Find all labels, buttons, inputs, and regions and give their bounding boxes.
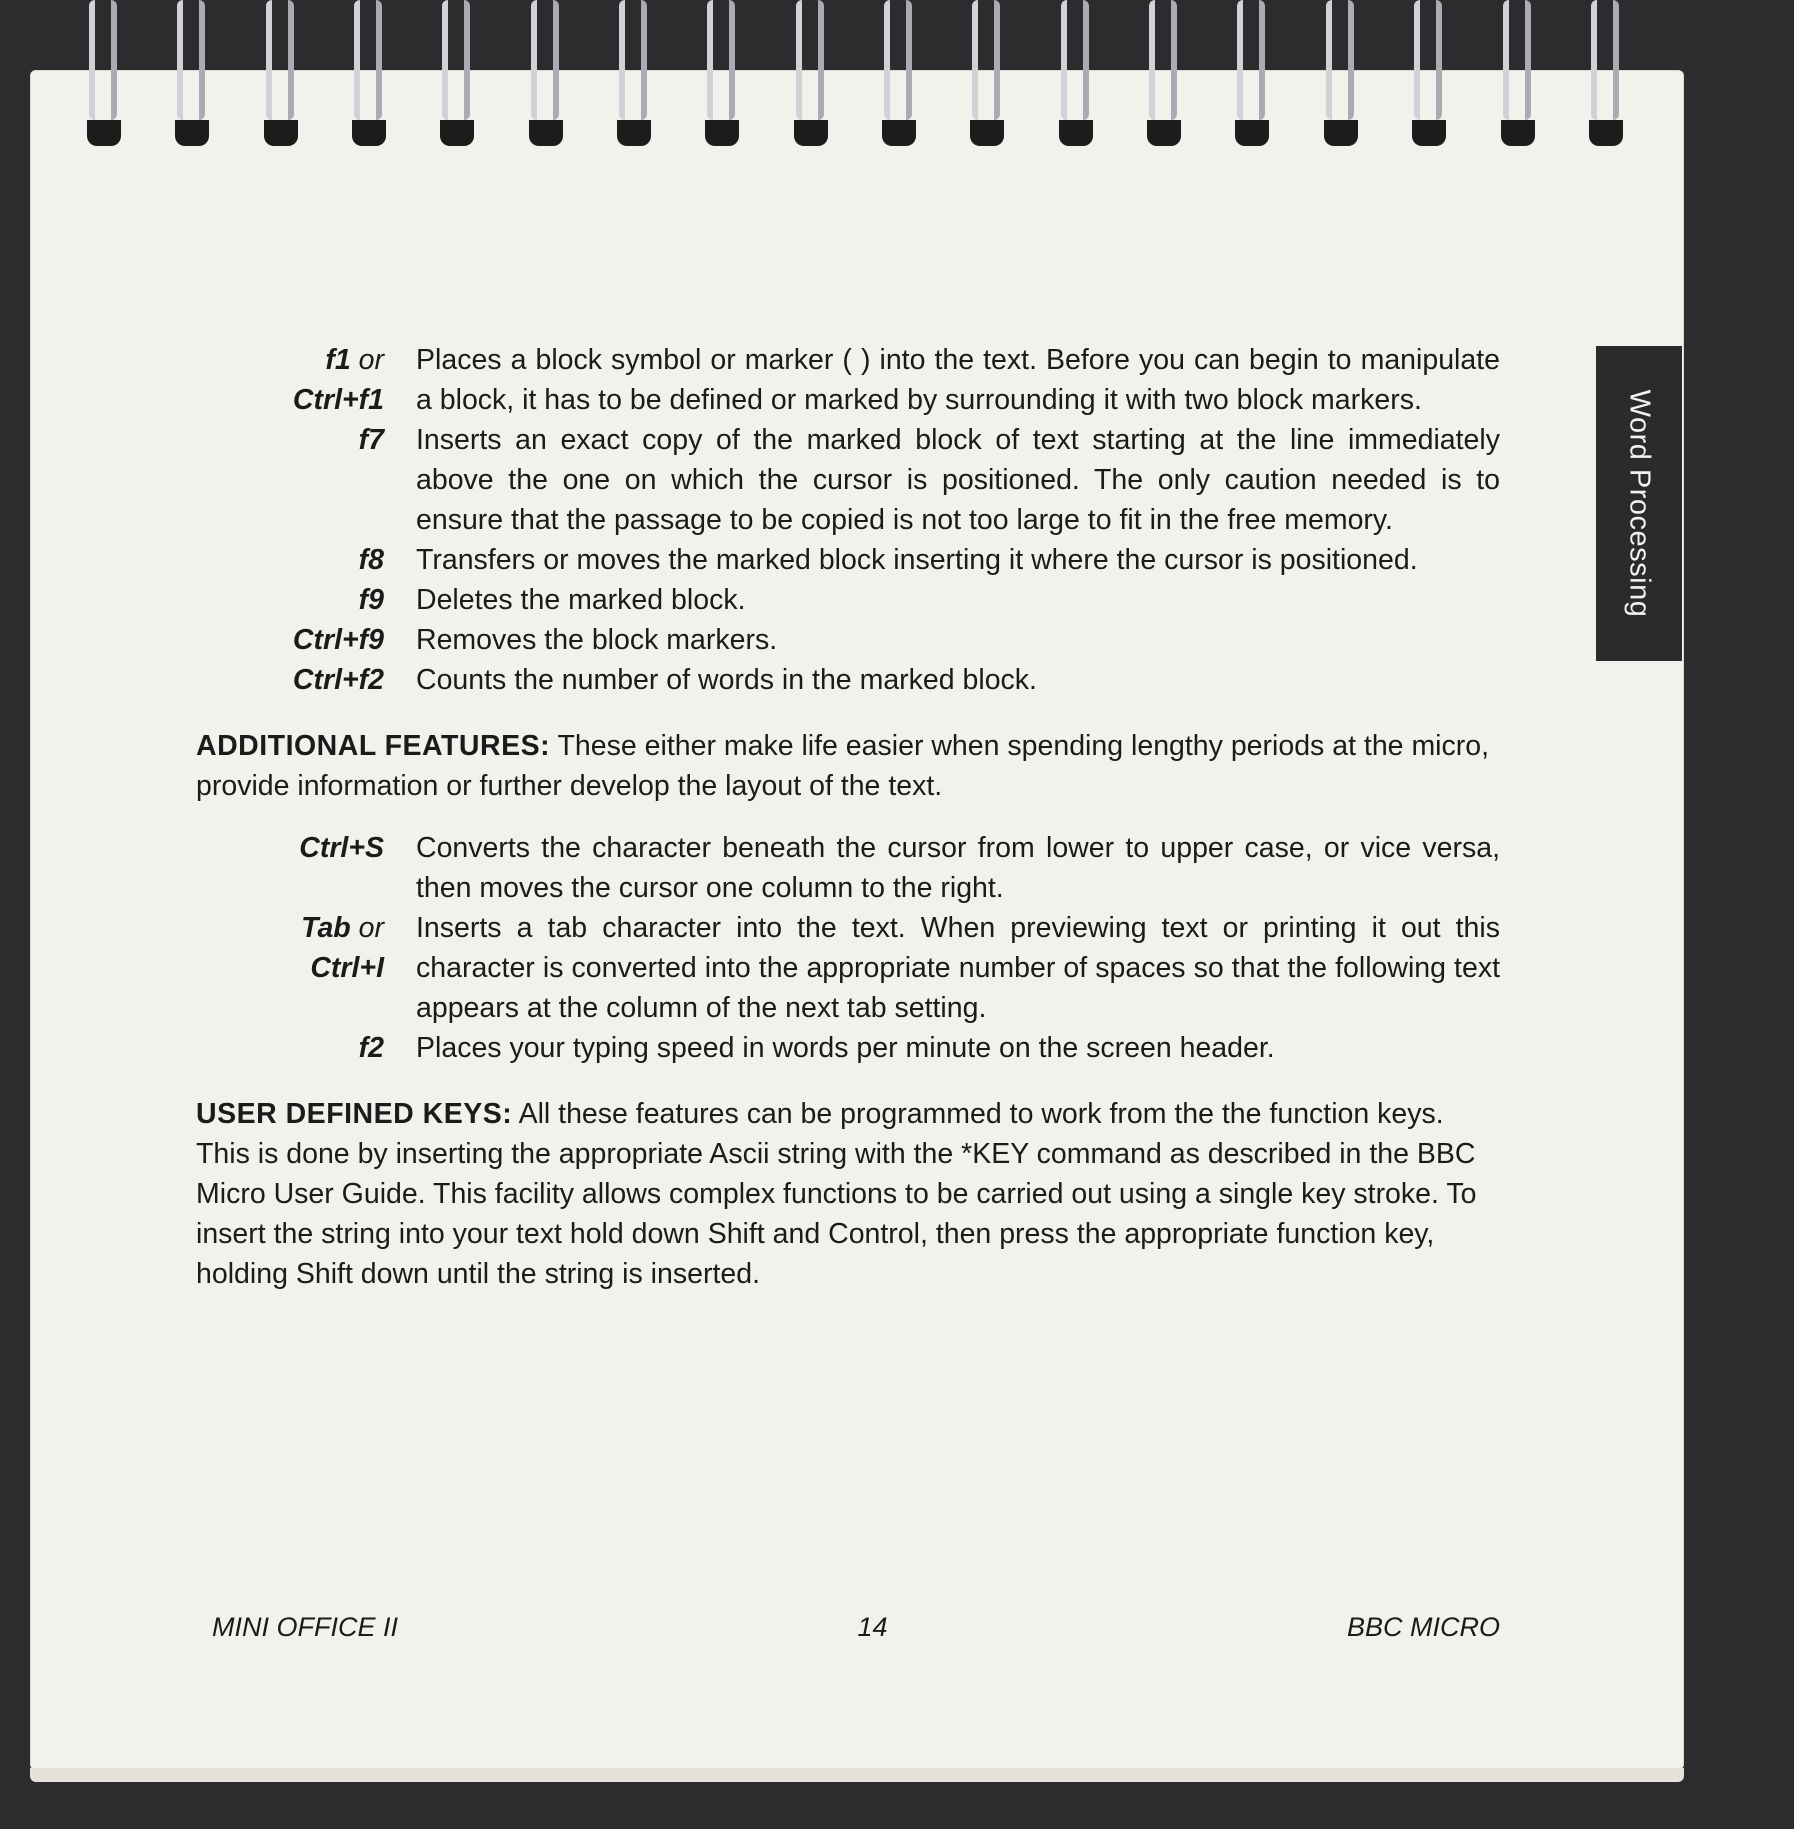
key-description: Places a block symbol or marker ( ) into the text. Before you can begin to manipulate a block, it has to be defined or marked by surrounding it with two block markers.	[416, 344, 1500, 416]
key-definition-row	[196, 620, 1500, 660]
page-number: 14	[857, 1612, 888, 1642]
spiral-coil	[1587, 0, 1625, 160]
user-defined-keys-section	[196, 1094, 1500, 1294]
key-combo	[196, 1028, 416, 1068]
key-name: f7	[358, 424, 384, 456]
key-label	[196, 340, 384, 380]
key-name: f9	[358, 584, 384, 616]
key-description: Removes the block markers.	[416, 624, 778, 656]
key-label	[196, 580, 384, 620]
spiral-coil	[262, 0, 300, 160]
key-definition-row	[196, 908, 1500, 1028]
spiral-coil	[1499, 0, 1537, 160]
key-definition-row	[196, 1028, 1500, 1068]
key-label	[196, 1028, 384, 1068]
user-defined-keys-paragraph	[196, 1094, 1500, 1294]
key-name: f1	[325, 344, 351, 376]
key-combo	[196, 420, 416, 540]
spiral-coil	[703, 0, 741, 160]
key-name: f8	[358, 544, 384, 576]
section-tab-label: Word Processing	[1623, 389, 1656, 618]
additional-features-section	[196, 726, 1500, 806]
key-name: f2	[358, 1032, 384, 1064]
spiral-binding	[85, 0, 1625, 160]
key-label	[196, 380, 384, 420]
key-description: Places your typing speed in words per minute on the screen header.	[416, 1032, 1275, 1064]
key-name: Ctrl+f1	[292, 384, 384, 416]
section-tab	[1596, 346, 1682, 661]
user-defined-keys-heading: USER DEFINED KEYS:	[196, 1098, 513, 1130]
key-definition-row	[196, 828, 1500, 908]
additional-features-heading: ADDITIONAL FEATURES:	[196, 730, 551, 762]
spiral-coil	[880, 0, 918, 160]
spiral-coil	[438, 0, 476, 160]
key-label	[196, 828, 384, 868]
key-name: Ctrl+f9	[292, 624, 384, 656]
key-label	[196, 620, 384, 660]
additional-key-list	[196, 828, 1500, 1068]
key-description: Transfers or moves the marked block inserting it where the cursor is positioned.	[416, 544, 1418, 576]
spiral-coil	[1410, 0, 1448, 160]
user-defined-keys-body: All these features can be programmed to work from the the function keys. This is done by inserting the appropriate Ascii string with the *KEY command as described in the BBC Micro User Guide. This facility allows complex functions to be carried out using a single key stroke. To insert the string into your text hold down Shift and Control, then press the appropriate function key, holding Shift down until the string is inserted.	[196, 1098, 1477, 1290]
key-description: Deletes the marked block.	[416, 584, 746, 616]
key-label	[196, 540, 384, 580]
spiral-coil	[350, 0, 388, 160]
key-definition-row	[196, 660, 1500, 700]
additional-features-intro: These either make life easier when spending lengthy periods at the micro, provide information or further develop the layout of the text.	[196, 730, 1490, 802]
key-label	[196, 908, 384, 948]
key-definition-row	[196, 580, 1500, 620]
key-combo	[196, 828, 416, 908]
key-or-connector: or	[358, 344, 384, 376]
page-footer	[212, 1612, 1500, 1643]
key-definition-row	[196, 420, 1500, 540]
key-combo	[196, 620, 416, 660]
key-name: Tab	[301, 912, 351, 944]
page-edge	[30, 1768, 1684, 1782]
spiral-coil	[615, 0, 653, 160]
key-combo	[196, 908, 416, 1028]
key-label	[196, 660, 384, 700]
key-combo	[196, 540, 416, 580]
key-description: Counts the number of words in the marked block.	[416, 664, 1037, 696]
page-content	[196, 340, 1500, 1294]
key-name: Ctrl+f2	[292, 664, 384, 696]
key-or-connector: or	[358, 912, 384, 944]
key-name: Ctrl+S	[299, 832, 384, 864]
spiral-coil	[792, 0, 830, 160]
block-key-list	[196, 340, 1500, 700]
key-description: Inserts an exact copy of the marked block of text starting at the line immediately above the one on which the cursor is positioned. The only caution needed is to ensure that the passage to be copied is not too large to fit in the free memory.	[416, 424, 1500, 536]
key-combo	[196, 340, 416, 420]
spiral-coil	[1233, 0, 1271, 160]
spiral-coil	[1322, 0, 1360, 160]
key-description: Converts the character beneath the cursor from lower to upper case, or vice versa, then moves the cursor one column to the right.	[416, 832, 1500, 904]
key-combo	[196, 580, 416, 620]
key-name: Ctrl+I	[310, 952, 384, 984]
footer-platform: BBC MICRO	[1346, 1612, 1500, 1642]
key-label	[196, 948, 384, 988]
spiral-coil	[173, 0, 211, 160]
key-definition-row	[196, 340, 1500, 420]
key-definition-row	[196, 540, 1500, 580]
spiral-coil	[527, 0, 565, 160]
additional-features-paragraph	[196, 726, 1500, 806]
spiral-coil	[1145, 0, 1183, 160]
spiral-coil	[85, 0, 123, 160]
key-label	[196, 420, 384, 460]
footer-title: MINI OFFICE II	[212, 1612, 398, 1642]
key-combo	[196, 660, 416, 700]
spiral-coil	[1057, 0, 1095, 160]
spiral-coil	[968, 0, 1006, 160]
key-description: Inserts a tab character into the text. When previewing text or printing it out this character is converted into the appropriate number of spaces so that the following text appears at the column of the next tab setting.	[416, 912, 1500, 1024]
